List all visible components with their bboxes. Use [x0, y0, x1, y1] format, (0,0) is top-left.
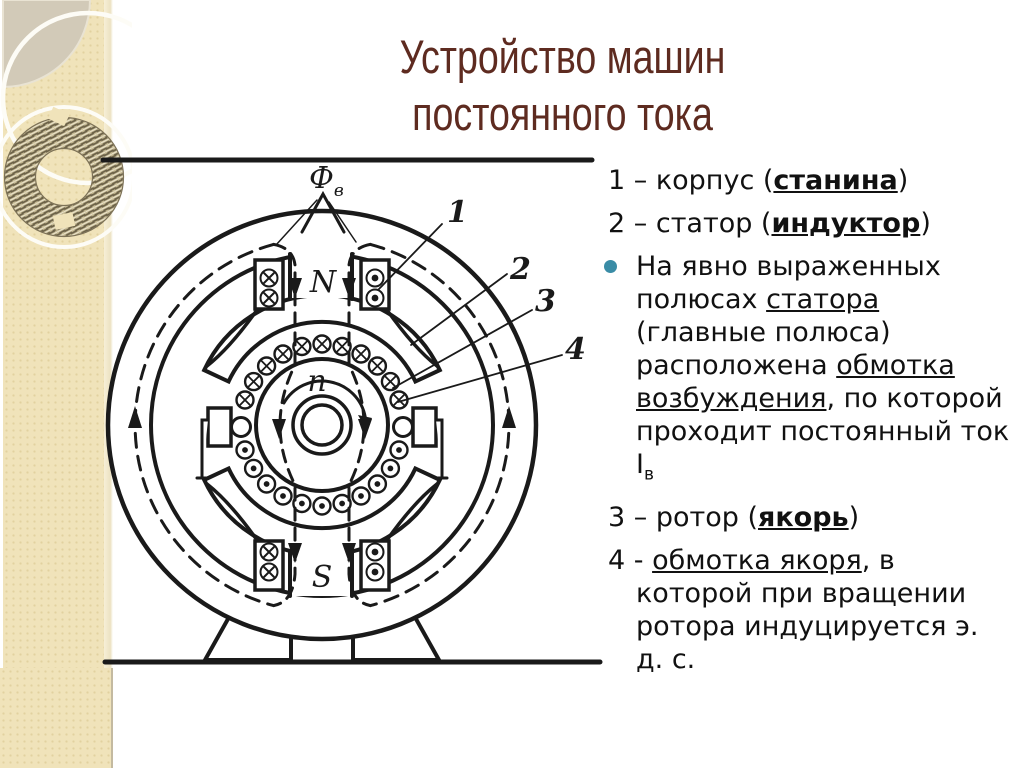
label-pole-s: S	[311, 560, 333, 595]
item2-text: 2 – статор (	[608, 208, 772, 239]
slide-title-line1: Устройство машин	[399, 30, 726, 83]
label-part1: 1	[447, 195, 468, 230]
item1-text: 1 – корпус (	[608, 165, 774, 196]
item3-text: На явно выраженных полюсах	[636, 251, 941, 315]
label-part3: 3	[535, 284, 556, 319]
item5-text: 4 -	[608, 545, 653, 577]
item2-term: индуктор	[771, 208, 921, 239]
item4-term: якорь	[758, 502, 849, 534]
list-item-1: 1 – корпус (станина)	[608, 165, 909, 196]
label-pole-n: N	[309, 265, 337, 300]
list-item-5: 4 - обмотка якоря, в которой при вращении ротора индуцируется э. д. с.	[608, 545, 979, 676]
list-item-2: 2 – статор (индуктор)	[608, 208, 931, 239]
slide-title	[205, 28, 921, 142]
list-item-3: На явно выраженных полюсах статора (главные полюса) расположена обмотка возбуждения, по которой проходит постоянный ток $I_в$	[604, 250, 1010, 491]
subscript-v: в	[643, 464, 654, 485]
dc-machine-diagram	[95, 150, 615, 670]
slide-title-line2: постоянного тока	[412, 87, 713, 140]
item1-term: станина	[773, 165, 898, 196]
label-flux: $Ф_в$	[309, 161, 344, 201]
sidebar-bottom-patch	[0, 668, 113, 768]
bullet-icon	[604, 260, 617, 273]
notes-list	[604, 164, 1010, 686]
label-part2: 2	[510, 252, 531, 287]
label-part4: 4	[565, 332, 586, 367]
list-item-4: 3 – ротор (якорь)	[608, 502, 860, 534]
item4-text: 3 – ротор (	[608, 502, 759, 534]
label-rotation-n: n	[307, 364, 327, 399]
